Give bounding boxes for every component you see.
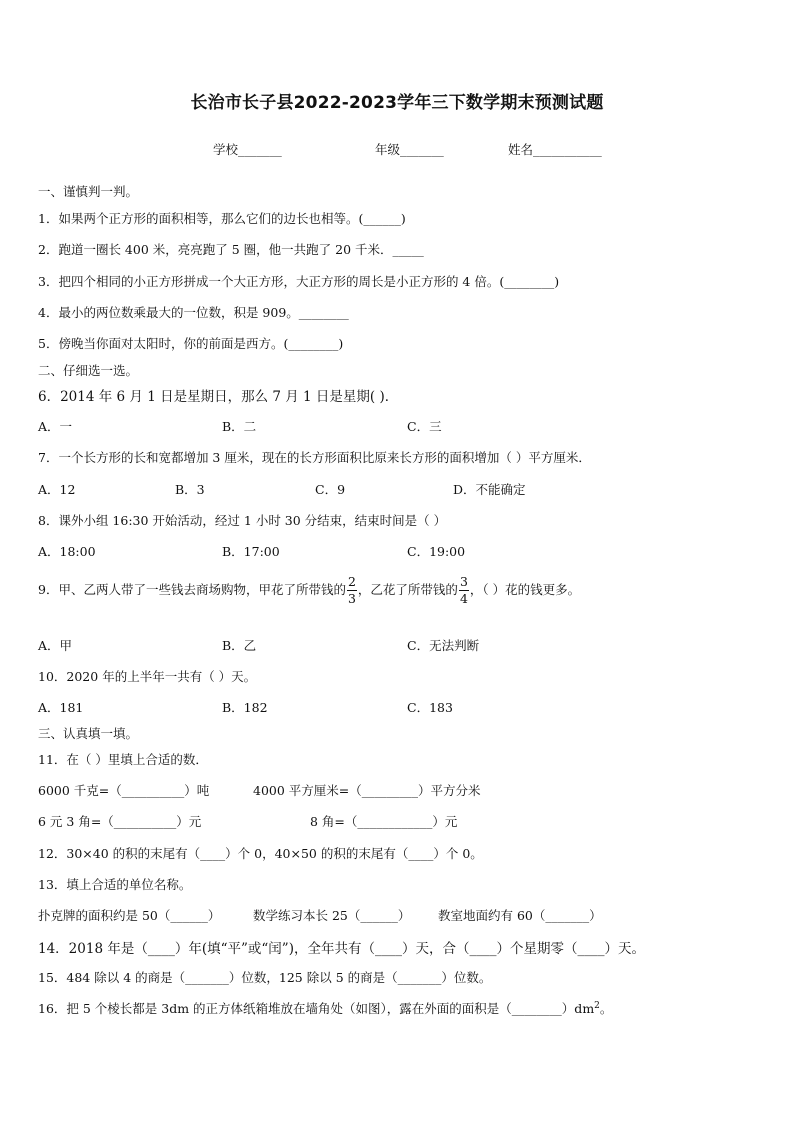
question-9 — [38, 576, 580, 605]
fraction-three-quarters — [459, 576, 469, 605]
option-b[interactable]: B．17:00 — [222, 544, 280, 559]
superscript-exponent: 2 — [594, 1000, 600, 1011]
option-d[interactable]: D．不能确定 — [453, 482, 526, 497]
question-7-options — [38, 480, 758, 500]
option-b[interactable]: B．182 — [222, 700, 268, 715]
question-15: 15．484 除以 4 的商是（_______）位数，125 除以 5 的商是（_______）位数。 — [38, 970, 492, 985]
question-10-options — [38, 698, 758, 718]
question-6: 6．2014 年 6 月 1 日是星期日，那么 7 月 1 日是星期( )． — [38, 389, 399, 405]
question-6-options — [38, 417, 758, 437]
question-16-text: 16．把 5 个棱长都是 3dm 的正方体纸箱堆放在墙角处（如图），露在外面的面积是（________）dm — [38, 1001, 595, 1016]
question-8: 8．课外小组 16:30 开始活动，经过 1 小时 30 分结束，结束时间是（ ） — [38, 513, 447, 528]
option-c[interactable]: C．无法判断 — [407, 638, 480, 653]
question-9-options — [38, 636, 758, 656]
option-a[interactable]: A．甲 — [38, 638, 73, 653]
question-16-end: 。 — [599, 1001, 613, 1016]
question-4: 4．最小的两位数乘最大的一位数，积是 909。________ — [38, 305, 349, 320]
option-a[interactable]: A．12 — [38, 482, 76, 497]
school-field[interactable]: 学校_______ — [213, 142, 282, 157]
option-a[interactable]: A．181 — [38, 700, 84, 715]
question-16 — [38, 999, 612, 1017]
question-11-blank-3[interactable]: 6 元 3 角=（__________）元 — [38, 814, 202, 829]
question-11: 11．在（ ）里填上合适的数． — [38, 752, 208, 767]
name-field[interactable]: 姓名___________ — [508, 142, 602, 157]
section-heading-3: 三、认真填一填。 — [38, 726, 139, 741]
question-10: 10．2020 年的上半年一共有（ ）天。 — [38, 669, 257, 684]
question-2: 2．跑道一圈长 400 米，亮亮跑了 5 圈，他一共跑了 20 千米．_____ — [38, 242, 424, 257]
question-11-blank-4[interactable]: 8 角=（____________）元 — [310, 814, 458, 829]
fraction-denominator: 4 — [459, 590, 468, 606]
question-3: 3．把四个相同的小正方形拼成一个大正方形，大正方形的周长是小正方形的 4 倍。(________) — [38, 274, 560, 289]
question-7: 7．一个长方形的长和宽都增加 3 厘米，现在的长方形面积比原来长方形的面积增加（ ）平方厘米． — [38, 450, 591, 465]
option-a[interactable]: A．一 — [38, 419, 73, 434]
question-11-blank-1[interactable]: 6000 千克=（__________）吨 — [38, 783, 210, 798]
section-heading-2: 二、仔细选一选。 — [38, 363, 139, 378]
option-a[interactable]: A．18:00 — [38, 544, 96, 559]
option-b[interactable]: B．3 — [175, 482, 205, 497]
question-13-blank-3[interactable]: 教室地面约有 60（_______） — [438, 908, 602, 923]
option-c[interactable]: C．183 — [407, 700, 453, 715]
question-5: 5．傍晚当你面对太阳时，你的前面是西方。(________) — [38, 336, 344, 351]
question-13-blank-2[interactable]: 数学练习本长 25（______） — [253, 908, 411, 923]
option-c[interactable]: C．9 — [315, 482, 346, 497]
option-b[interactable]: B．二 — [222, 419, 257, 434]
question-9-text-start: 9．甲、乙两人带了一些钱去商场购物，甲花了所带钱的 — [38, 582, 346, 597]
section-heading-1: 一、谨慎判一判。 — [38, 184, 139, 199]
option-c[interactable]: C．19:00 — [407, 544, 466, 559]
question-9-text-middle: ，乙花了所带钱的 — [357, 582, 458, 597]
question-1: 1．如果两个正方形的面积相等，那么它们的边长也相等。(______) — [38, 211, 406, 226]
question-11-blank-2[interactable]: 4000 平方厘米=（_________）平方分米 — [253, 783, 481, 798]
question-8-options — [38, 542, 758, 562]
question-14: 14．2018 年是（____）年(填“平”或“闰”)，全年共有（____）天，合（____）个星期零（____）天。 — [38, 941, 645, 957]
question-13-blank-1[interactable]: 扑克牌的面积约是 50（______） — [38, 908, 221, 923]
question-9-text-end: ，（ ）花的钱更多。 — [469, 582, 581, 597]
fraction-numerator: 3 — [459, 574, 468, 589]
option-b[interactable]: B．乙 — [222, 638, 257, 653]
page-title: 长治市长子县2022-2023学年三下数学期末预测试题 — [190, 93, 604, 113]
student-info-row — [0, 140, 794, 160]
grade-field[interactable]: 年级_______ — [375, 142, 444, 157]
question-12: 12．30×40 的积的末尾有（____）个 0，40×50 的积的末尾有（____）个 0。 — [38, 846, 483, 861]
fraction-denominator: 3 — [347, 590, 356, 606]
option-c[interactable]: C．三 — [407, 419, 442, 434]
fraction-numerator: 2 — [347, 574, 356, 589]
question-13: 13．填上合适的单位名称。 — [38, 877, 192, 892]
fraction-two-thirds — [347, 576, 357, 605]
